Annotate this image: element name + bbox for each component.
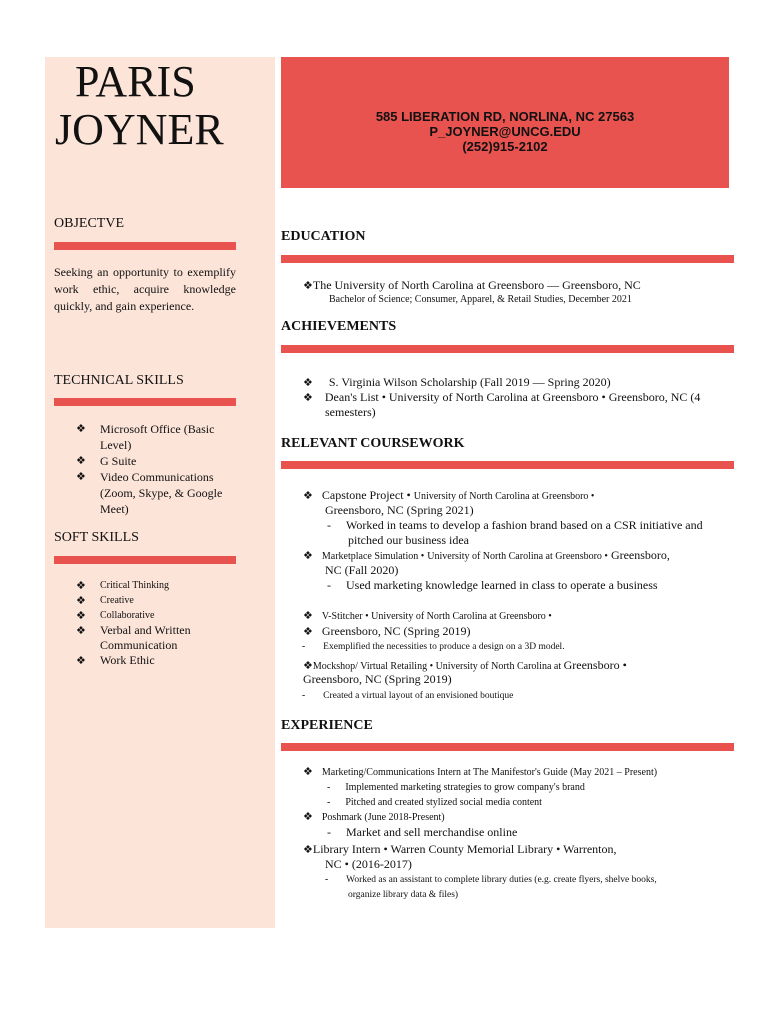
course-marketplace-location: NC (Fall 2020) [325, 563, 399, 577]
diamond-bullet-icon: ❖ [303, 810, 313, 823]
experience-detail: - Implemented marketing strategies to grow company's brand [327, 782, 585, 793]
soft-skills-divider [54, 556, 236, 564]
address: 585 LIBERATION RD, NORLINA, NC 27563 [375, 109, 635, 124]
coursework-heading: RELEVANT COURSEWORK [281, 436, 465, 451]
list-item: ❖ Creative [76, 594, 134, 607]
education-divider [281, 255, 734, 263]
experience-detail: - Pitched and created stylized social media content [327, 797, 542, 808]
diamond-bullet-icon: ❖ [303, 489, 313, 502]
contact-info [281, 109, 729, 154]
list-item: ❖ Microsoft Office (Basic Level) [76, 422, 215, 452]
course-mockshop-detail: - Created a virtual layout of an envisioned boutique [302, 691, 514, 701]
course-marketplace-detail: - Used marketing knowledge learned in class to operate a business [327, 578, 658, 592]
email: P_JOYNER@UNCG.EDU [429, 124, 581, 139]
education-heading: EDUCATION [281, 229, 366, 244]
diamond-bullet-icon: ❖ [76, 594, 86, 607]
objective-text: Seeking an opportunity to exemplify work ethic, acquire knowledge quickly, and gain experience. [54, 265, 236, 313]
last-name: JOYNER [55, 105, 224, 154]
course-vstitcher-location: ❖ Greensboro, NC (Spring 2019) [303, 624, 471, 638]
list-item: ❖ G Suite [76, 454, 137, 468]
course-capstone-location: Greensboro, NC (Spring 2021) [325, 503, 474, 517]
diamond-bullet-icon: ❖ [303, 659, 313, 672]
achievements-divider [281, 345, 734, 353]
soft-skills-heading: SOFT SKILLS [54, 530, 139, 545]
diamond-bullet-icon: ❖ [303, 391, 313, 404]
experience-library-location: NC • (2016-2017) [325, 857, 412, 871]
technical-skills-list [76, 421, 236, 517]
experience-heading: EXPERIENCE [281, 718, 373, 733]
list-item: ❖ Work Ethic [76, 653, 155, 667]
list-item: ❖ Verbal and Written Communication [76, 623, 191, 652]
list-item: ❖ Video Communications (Zoom, Skype, & Google Meet) [76, 470, 223, 516]
list-item: ❖ Critical Thinking [76, 579, 169, 592]
diamond-bullet-icon: ❖ [303, 376, 313, 389]
achievements-heading: ACHIEVEMENTS [281, 319, 397, 334]
diamond-bullet-icon: ❖ [76, 422, 86, 435]
diamond-bullet-icon: ❖ [76, 609, 86, 622]
first-name: PARIS [75, 57, 196, 106]
experience-detail-cont: organize library data & files) [348, 890, 459, 900]
experience-intern-manifestor: ❖ Marketing/Communications Intern at The Manifestor's Guide (May 2021 – Present) [303, 765, 658, 778]
course-capstone-detail-cont: pitched our business idea [348, 533, 469, 547]
course-capstone: ❖ Capstone Project • University of North Carolina at Greensboro • [303, 488, 595, 502]
course-mockshop-location: Greensboro, NC (Spring 2019) [303, 672, 452, 686]
education-degree: Bachelor of Science; Consumer, Apparel, & Retail Studies, December 2021 [329, 294, 632, 305]
course-capstone-detail: - Worked in teams to develop a fashion brand based on a CSR initiative and [327, 518, 703, 532]
diamond-bullet-icon: ❖ [303, 843, 313, 856]
objective-divider [54, 242, 236, 250]
diamond-bullet-icon: ❖ [303, 765, 313, 778]
diamond-bullet-icon: ❖ [303, 625, 313, 638]
list-item: ❖ Dean's List • University of North Carolina at Greensboro • Greensboro, NC (4 [303, 390, 701, 404]
diamond-bullet-icon: ❖ [76, 454, 86, 467]
course-vstitcher-detail: - Exemplified the necessities to produce a design on a 3D model. [302, 642, 565, 652]
diamond-bullet-icon: ❖ [303, 279, 313, 292]
coursework-divider [281, 461, 734, 469]
diamond-bullet-icon: ❖ [76, 654, 86, 667]
education-school: ❖The University of North Carolina at Greensboro — Greensboro, NC [303, 278, 641, 292]
diamond-bullet-icon: ❖ [76, 470, 86, 483]
experience-detail: - Market and sell merchandise online [327, 825, 518, 839]
experience-divider [281, 743, 734, 751]
objective-heading: OBJECTVE [54, 216, 124, 231]
soft-skills-list [76, 578, 236, 668]
list-item-continuation: semesters) [325, 405, 376, 419]
course-vstitcher: ❖ V-Stitcher • University of North Carolina at Greensboro • [303, 609, 552, 622]
diamond-bullet-icon: ❖ [76, 579, 86, 592]
diamond-bullet-icon: ❖ [303, 549, 313, 562]
experience-detail: - Worked as an assistant to complete library duties (e.g. create flyers, shelve books, [325, 875, 657, 885]
experience-library-intern: ❖Library Intern • Warren County Memorial Library • Warrenton, [303, 842, 617, 856]
candidate-name [55, 58, 224, 154]
course-mockshop: ❖Mockshop/ Virtual Retailing • University of North Carolina at Greensboro • [303, 658, 627, 672]
diamond-bullet-icon: ❖ [76, 624, 86, 637]
experience-poshmark: ❖ Poshmark (June 2018-Present) [303, 810, 445, 823]
technical-skills-divider [54, 398, 236, 406]
list-item: ❖ Collaborative [76, 609, 155, 622]
course-marketplace: ❖ Marketplace Simulation • University of North Carolina at Greensboro • Greensboro, [303, 548, 670, 562]
diamond-bullet-icon: ❖ [303, 609, 313, 622]
list-item: ❖ S. Virginia Wilson Scholarship (Fall 2019 — Spring 2020) [303, 375, 611, 389]
technical-skills-heading: TECHNICAL SKILLS [54, 373, 184, 388]
phone: (252)915-2102 [462, 139, 548, 154]
